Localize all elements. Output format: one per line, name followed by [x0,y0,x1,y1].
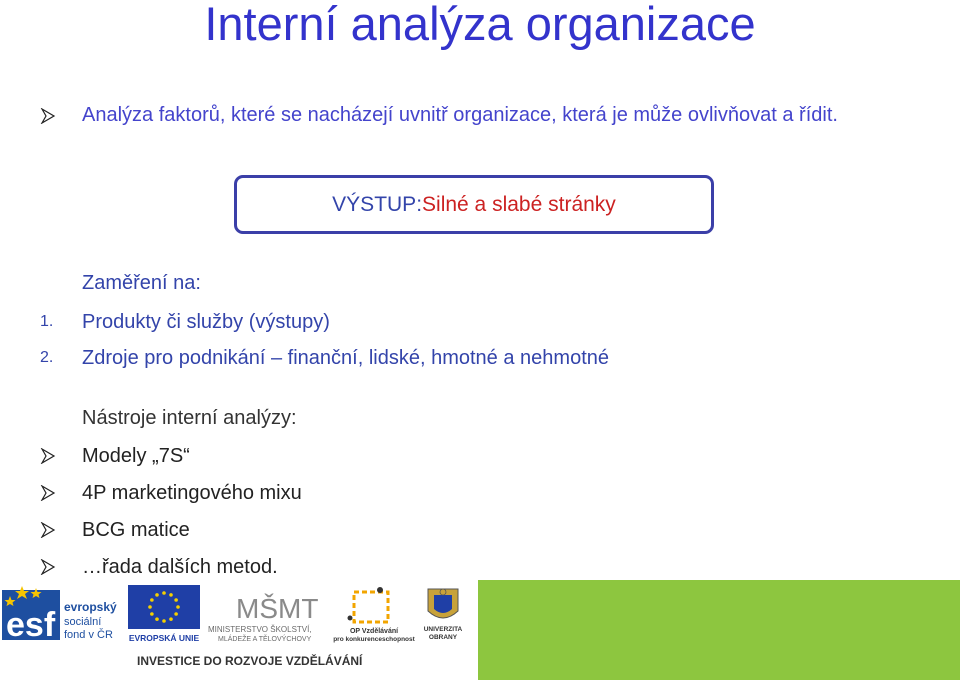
tool-item-text: BCG matice [82,519,190,541]
tool-item-text: …řada dalších metod. [82,556,278,578]
eu-star [162,591,166,595]
eu-star [162,619,166,623]
footer-caption: INVESTICE DO ROZVOJE VZDĚLÁVÁNÍ [137,654,363,668]
op-vk-logo [332,584,416,644]
bullet-arrow-icon [40,448,56,464]
slide-title: Interní analýza organizace [204,0,756,50]
focus-heading: Zaměření na: [82,272,201,294]
tool-item-text: Modely „7S“ [82,445,190,467]
eu-star [169,593,173,597]
unob-line2: OBRANY [428,634,458,641]
eu-star [150,598,154,602]
eu-star [150,612,154,616]
output-value: Silné a slabé stránky [422,192,616,216]
tool-item [40,441,540,471]
focus-item-number: 2. [40,349,54,366]
op-line2: pro konkurenceschopnost [333,636,415,643]
tool-item [40,478,540,508]
bullet-arrow-icon [40,559,56,575]
eu-star [176,605,180,609]
msmt-mark: MŠMT [236,593,319,624]
esf-logo [2,584,124,644]
tool-item [40,515,540,545]
esf-line1: evropský [64,600,117,614]
focus-item-number: 1. [40,313,54,330]
eu-star [148,605,152,609]
focus-item-text: Zdroje pro podnikání – finanční, lidské, hmotné a nehmotné [82,347,609,369]
eu-flag-logo [128,585,202,643]
esf-line3: fond v ČR [64,629,113,641]
eu-star [155,617,159,621]
esf-mark: esf [6,606,56,644]
tools-heading: Nástroje interní analýzy: [82,407,297,429]
tool-item-text: 4P marketingového mixu [82,482,302,504]
eu-star [174,598,178,602]
unob-line1: UNIVERZITA [423,626,463,633]
output-label: VÝSTUP: [332,192,423,216]
esf-line2: sociální [64,616,102,628]
msmt-logo [206,584,330,644]
msmt-line2: MLÁDEŽE A TĚLOVÝCHOVY [218,636,312,643]
bullet-arrow-icon [40,108,56,124]
msmt-line1: MINISTERSTVO ŠKOLSTVÍ, [208,625,312,634]
eu-label: EVROPSKÁ UNIE [128,633,200,643]
focus-item-text: Produkty či služby (výstupy) [82,311,330,333]
tool-item [40,552,540,582]
eu-star [169,617,173,621]
bullet-arrow-icon [40,485,56,501]
op-line1: OP Vzdělávání [349,628,399,635]
output-box [234,175,714,234]
intro-text: Analýza faktorů, které se nacházejí uvnitř organizace, která je může ovlivňovat a řídit. [82,104,838,126]
footer-green-panel [478,580,960,680]
bullet-arrow-icon [40,522,56,538]
eu-star [155,593,159,597]
eu-star [174,612,178,616]
unob-crest-logo [418,583,468,645]
